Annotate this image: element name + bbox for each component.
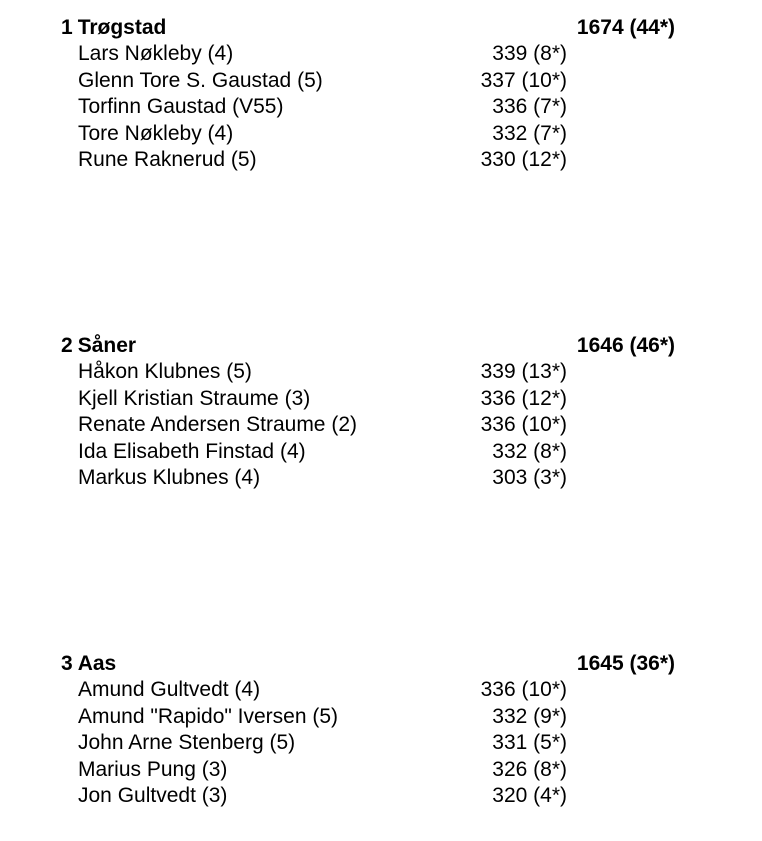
team-member-row [0,386,762,413]
member-score: 326 (8*) [492,757,567,781]
member-name: Tore Nøkleby (4) [78,121,234,145]
member-score: 336 (7*) [492,95,567,118]
member-score: 332 (7*) [492,121,567,145]
member-score: 336 (10*) [480,413,567,436]
member-score: 339 (8*) [492,42,567,65]
team-block [0,333,762,492]
member-name: Jon Gultvedt (3) [78,784,228,807]
team-member-row [0,147,762,174]
team-member-row [0,677,762,704]
member-name: John Arne Stenberg (5) [78,731,296,754]
member-score: 336 (10*) [480,678,567,701]
team-total: 1645 (36*) [576,652,675,675]
team-block [0,651,762,810]
team-header [0,651,762,677]
team-member-row [0,783,762,810]
member-score: 336 (12*) [480,386,567,410]
member-name: Rune Raknerud (5) [78,148,257,171]
team-member-row [0,68,762,95]
member-name: Torfinn Gaustad (V55) [78,95,284,118]
team-member-row [0,439,762,466]
member-name: Renate Andersen Straume (2) [78,413,357,436]
team-name: Trøgstad [77,16,167,39]
team-header [0,15,762,41]
team-rank: 3 [61,652,73,675]
member-score: 332 (9*) [492,704,567,728]
team-rank: 1 [61,16,73,39]
team-total: 1646 (46*) [576,334,675,357]
team-member-row [0,465,762,492]
member-score: 330 (12*) [480,148,567,171]
team-header [0,333,762,359]
team-rank: 2 [61,334,73,357]
member-score: 331 (5*) [492,731,567,754]
member-name: Håkon Klubnes (5) [78,360,252,383]
member-score: 332 (8*) [492,439,567,463]
member-name: Lars Nøkleby (4) [78,42,234,65]
member-score: 337 (10*) [480,68,567,92]
member-score: 303 (3*) [492,466,567,489]
team-name: Aas [77,652,117,675]
member-name: Amund Gultvedt (4) [78,678,261,701]
member-name: Markus Klubnes (4) [78,466,261,489]
team-title [61,333,136,359]
team-member-row [0,730,762,757]
team-member-row [0,412,762,439]
member-name: Glenn Tore S. Gaustad (5) [78,68,323,92]
member-name: Ida Elisabeth Finstad (4) [78,439,306,463]
team-member-row [0,359,762,386]
team-name: Såner [77,334,137,357]
team-member-row [0,41,762,68]
team-member-row [0,94,762,121]
member-name: Kjell Kristian Straume (3) [78,386,311,410]
team-member-row [0,121,762,148]
team-member-row [0,704,762,731]
member-score: 320 (4*) [492,784,567,807]
member-score: 339 (13*) [480,360,567,383]
member-name: Marius Pung (3) [78,757,228,781]
team-title [61,15,166,41]
team-title [61,651,116,677]
team-total: 1674 (44*) [576,16,675,39]
member-name: Amund "Rapido" Iversen (5) [78,704,339,728]
team-block [0,15,762,174]
team-member-row [0,757,762,784]
